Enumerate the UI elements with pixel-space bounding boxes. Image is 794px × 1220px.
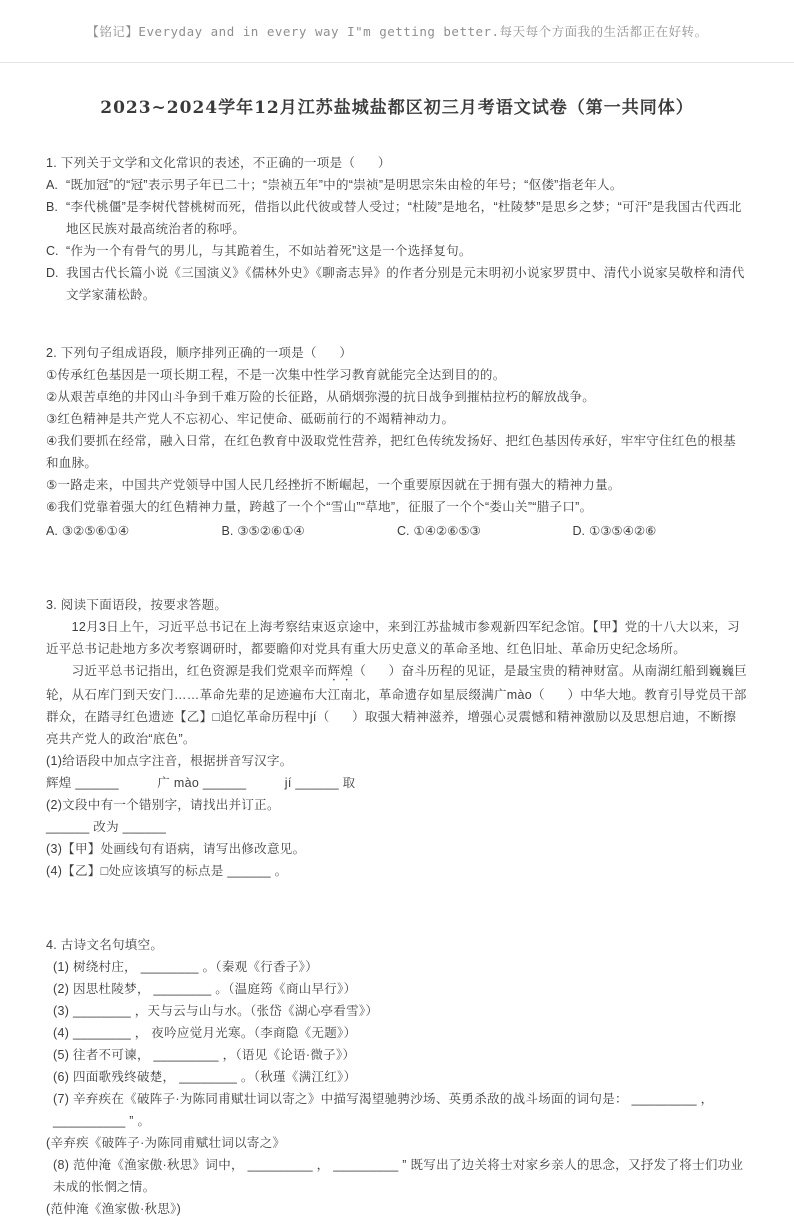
q1-option-d	[46, 262, 748, 306]
q4-item-2: (2) 因思杜陵梦， ________ 。（温庭筠《商山早行》）	[53, 982, 357, 996]
q1-option-b-label: B.	[46, 200, 58, 214]
q2-stem: 2. 下列句子组成语段，顺序排列正确的一项是（ ）	[46, 346, 353, 360]
q2-choice-b-text: ③⑤②⑥①④	[237, 524, 305, 538]
question-2	[46, 342, 748, 542]
q2-choice-d	[573, 520, 749, 542]
q4-item-1: (1) 树绕村庄， ________ 。（秦观《行香子》）	[53, 960, 319, 974]
q3-sub-2-answer-row: ______ 改为 ______	[46, 820, 167, 834]
q2-choice-a-text: ③②⑤⑥①④	[61, 524, 130, 538]
header-motto: 【铭记】Everyday and in every way I"m getting better.每天每个方面我的生活都正在好转。	[86, 24, 708, 39]
question-3	[46, 594, 748, 882]
q4-item-8: (8) 范仲淹《渔家傲·秋思》词中， _________ ， _________ ” 既写出了边关将士对家乡亲人的思念，又抒发了将士们功业未成的怅惘之情。	[53, 1158, 744, 1194]
q4-item-7-source: (辛弃疾《破阵子·为陈同甫赋壮词以寄之》	[46, 1136, 286, 1150]
page-header	[0, 0, 794, 63]
q1-option-c-text: “作为一个有骨气的男儿，与其跪着生，不如站着死”这是一个选择复句。	[66, 244, 472, 258]
q1-option-a	[46, 174, 748, 196]
q1-option-a-text: “既加冠”的“冠”表示男子年已二十；“崇祯五年”中的“崇祯”是明思宗朱由检的年号；“伛偻”指老年人。	[66, 178, 623, 192]
q4-item-3: (3) ________ ，天与云与山与水。（张岱《湖心亭看雪》）	[53, 1004, 379, 1018]
q1-stem: 1. 下列关于文学和文化常识的表述，不正确的一项是（ ）	[46, 156, 391, 170]
exam-content	[0, 93, 794, 1220]
q2-choice-b	[222, 520, 398, 542]
q4-item-4: (4) ________ ， 夜吟应觉月光寒。（李商隐《无题》）	[53, 1026, 357, 1040]
q3-sub-3: (3)【甲】处画线句有语病，请写出修改意见。	[46, 842, 306, 856]
q3-paragraph-2	[46, 660, 748, 750]
q4-item-7: (7) 辛弃疾在《破阵子·为陈同甫赋壮词以寄之》中描写渴望驰骋沙场、英勇杀敌的战斗场面的词句是： _________ ， __________ ” 。	[53, 1092, 718, 1128]
q1-option-b-text: “李代桃僵”是李树代替桃树而死，借指以此代彼或替人受过；“杜陵”是地名，“杜陵梦”是思乡之梦；“可汗”是我国古代西北地区民族对最高统治者的称呼。	[66, 200, 742, 236]
q2-sentence-1: ①传承红色基因是一项长期工程，不是一次集中性学习教育就能完全达到目的的。	[46, 368, 506, 382]
q2-choice-d-label: D.	[572, 524, 585, 538]
q3-sub-4: (4)【乙】□处应该填写的标点是 ______ 。	[46, 864, 288, 878]
q3-emphasized-word: 辉煌	[327, 664, 354, 678]
q2-choice-a	[46, 520, 222, 542]
q1-option-c	[46, 240, 748, 262]
q4-item-5: (5) 往者不可谏， _________ ，（语见《论语·微子》）	[53, 1048, 356, 1062]
exam-title: 2023~2024学年12月江苏盐城盐都区初三月考语文试卷（第一共同体）	[100, 98, 694, 118]
q2-choices	[46, 520, 748, 542]
q4-item-8-source: (范仲淹《渔家傲·秋思》)	[46, 1202, 182, 1216]
q2-choice-c	[397, 520, 573, 542]
q1-option-d-text: 我国古代长篇小说《三国演义》《儒林外史》《聊斋志异》的作者分别是元末明初小说家罗贯中、清代小说家吴敬梓和清代文学家蒲松龄。	[66, 266, 745, 302]
q1-option-a-label: A.	[46, 178, 58, 192]
q3-sub-1-answer-row: 辉煌 ______ 广 mào ______ jí ______ 取	[46, 776, 356, 790]
q1-option-b	[46, 196, 748, 240]
q2-sentence-6: ⑥我们党靠着强大的红色精神力量，跨越了一个个“雪山”“草地”，征服了一个个“娄山关”“腊子口”。	[46, 500, 593, 514]
q2-sentence-4: ④我们要抓在经常，融入日常，在红色教育中汲取党性营养，把红色传统发扬好、把红色基因传承好，牢牢守住红色的根基和血脉。	[46, 434, 736, 470]
q3-sub-2: (2)文段中有一个错别字，请找出并订正。	[46, 798, 280, 812]
q2-choice-a-label: A.	[46, 524, 58, 538]
q2-choice-c-label: C.	[397, 524, 410, 538]
q4-stem: 4. 古诗文名句填空。	[46, 938, 164, 952]
q4-item-6: (6) 四面歌残终破楚， ________ 。（秋瑾《满江红》）	[53, 1070, 357, 1084]
q2-choice-d-text: ①③⑤④②⑥	[589, 524, 657, 538]
q1-option-c-label: C.	[46, 244, 59, 258]
q2-sentence-3: ③红色精神是共产党人不忘初心、牢记使命、砥砺前行的不竭精神动力。	[46, 412, 455, 426]
question-4	[46, 934, 748, 1220]
q3-paragraph-2-post: （ ）奋斗历程的见证，是最宝贵的精神财富。从南湖红船到巍巍巨轮，从石库门到天安门……革命先辈的足迹遍布大江南北，革命遗存如星辰缀满广mào（ ）中华大地。教育引导党员干部群众，在踏寻红色遗迹【乙】□追忆革命历程中jí（ ）取强大精神滋养，增强心灵震憾和精神激励以及思想启迪，不断擦亮共产党人的政治“底色”。	[46, 664, 748, 746]
q3-paragraph-2-pre: 习近平总书记指出，红色资源是我们党艰辛而	[46, 664, 328, 678]
q2-sentence-5: ⑤一路走来，中国共产党领导中国人民几经挫折不断崛起，一个重要原因就在于拥有强大的精神力量。	[46, 478, 621, 492]
q3-sub-1: (1)给语段中加点字注音，根据拼音写汉字。	[46, 754, 293, 768]
q2-choice-c-text: ①④②⑥⑤③	[413, 524, 481, 538]
question-1	[46, 152, 748, 306]
q2-choice-b-label: B.	[221, 524, 234, 538]
q2-sentence-2: ②从艰苦卓绝的井冈山斗争到千难万险的长征路，从硝烟弥漫的抗日战争到摧枯拉朽的解放战争。	[46, 390, 596, 404]
q1-option-d-label: D.	[46, 266, 59, 280]
q3-stem: 3. 阅读下面语段，按要求答题。	[46, 598, 228, 612]
q3-paragraph-1: 12月3日上午，习近平总书记在上海考察结束返京途中，来到江苏盐城市参观新四军纪念馆。【甲】党的十八大以来，习近平总书记赴地方多次考察调研时，都要瞻仰对党具有重大历史意义的革命圣地、红色旧址、革命历史纪念场所。	[46, 620, 740, 656]
